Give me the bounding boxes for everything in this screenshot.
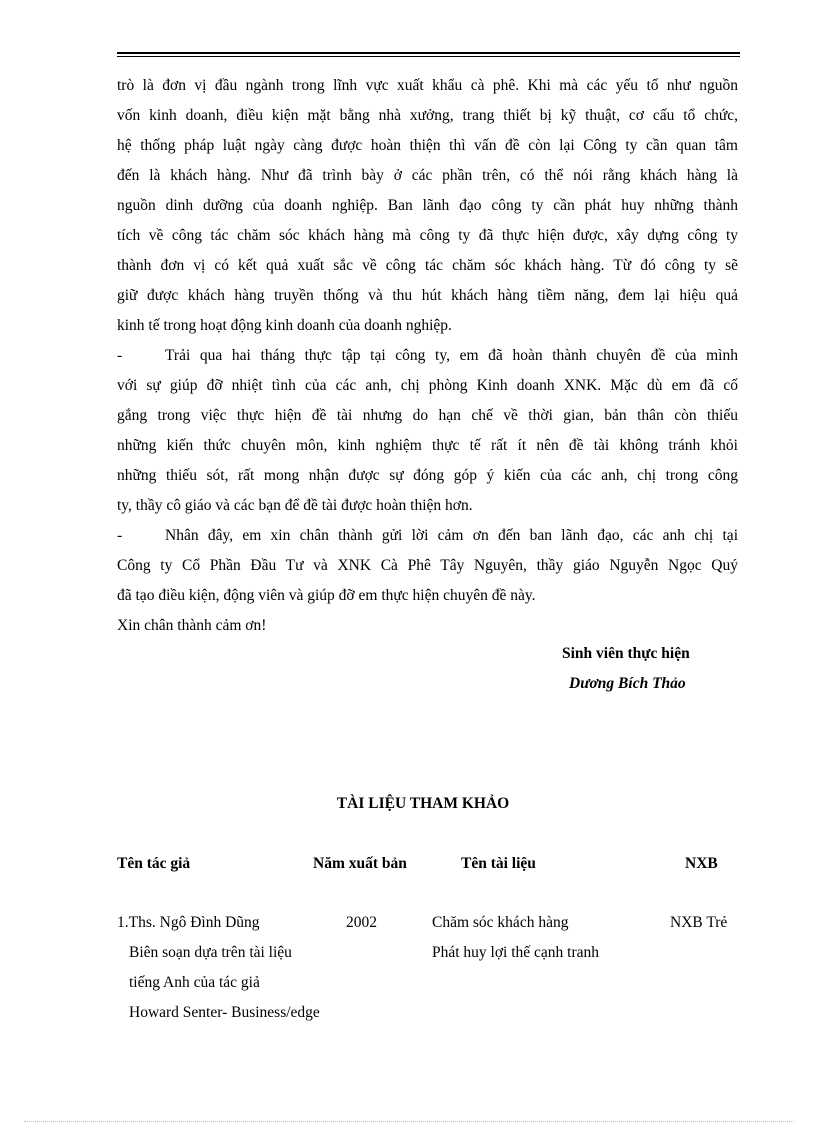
header-doc: Tên tài liệu [461, 855, 536, 872]
signature-role: Sinh viên thực hiện [562, 645, 690, 662]
body-line: Nhân đây, em xin chân thành gửi lời cảm ơn đến ban lãnh đạo, các anh chị tại [165, 527, 738, 544]
header-author: Tên tác giả [117, 855, 191, 872]
bullet-dash: - [117, 527, 123, 544]
body-line: đã tạo điều kiện, động viên và giúp đỡ em thực hiện chuyên đề này. [117, 587, 536, 604]
body-line: những kiến thức chuyên môn, kinh nghiệm thực tế rất ít nên đề tài không tránh khỏi [117, 437, 738, 454]
references-title: TÀI LIỆU THAM KHẢO [336, 795, 510, 812]
body-line: tích về công tác chăm sóc khách hàng mà công ty đã thực hiện được, xây dựng công ty [117, 227, 738, 244]
header-year: Năm xuất bản [313, 855, 407, 872]
ref-author-line: 1.Ths. Ngô Đình Dũng [117, 914, 260, 931]
body-line: gắng trong việc thực hiện đề tài nhưng do hạn chế về thời gian, bản thân còn thiếu [117, 407, 738, 424]
ref-author-line: Howard Senter- Business/edge [129, 1004, 320, 1021]
body-line: giữ được khách hàng truyền thống và thu hút khách hàng tiềm năng, đem lại hiệu quả [117, 287, 738, 304]
page-bottom-rule [24, 1121, 794, 1122]
ref-publisher: NXB Trẻ [670, 914, 728, 931]
ref-doc-line: Chăm sóc khách hàng [432, 914, 569, 931]
body-line: đến là khách hàng. Như đã trình bày ở các phần trên, có thể nói rằng khách hàng là [117, 167, 738, 184]
ref-doc-line: Phát huy lợi thế cạnh tranh [432, 944, 600, 961]
thanks-line: Xin chân thành cảm ơn! [117, 617, 267, 634]
body-line: vốn kinh doanh, điều kiện mặt bằng nhà xưởng, trang thiết bị kỹ thuật, cơ cấu tổ chức, [117, 107, 738, 124]
body-line: Trải qua hai tháng thực tập tại công ty, em đã hoàn thành chuyên đề của mình [165, 347, 738, 364]
body-line: nguồn dinh dưỡng của doanh nghiệp. Ban lãnh đạo công ty cần phát huy những thành [117, 197, 738, 214]
ref-author-line: tiếng Anh của tác giả [129, 974, 260, 991]
body-line: những thiếu sót, rất mong nhận được sự đóng góp ý kiến của các anh, chị trong công [117, 467, 738, 484]
body-line: thành đơn vị có kết quả xuất sắc về công tác chăm sóc khách hàng. Từ đó công ty sẽ [117, 257, 738, 274]
body-line: hệ thống pháp luật ngày càng được hoàn thiện thì vấn đề còn lại Công ty cần quan tâm [117, 137, 738, 154]
body-line: trò là đơn vị đầu ngành trong lĩnh vực xuất khẩu cà phê. Khi mà các yếu tố như nguồn [117, 77, 738, 94]
header-publisher: NXB [685, 855, 718, 872]
header-rule-thick [117, 52, 740, 54]
ref-author-line: Biên soạn dựa trên tài liệu [129, 944, 292, 961]
body-line: kinh tế trong hoạt động kinh doanh của doanh nghiệp. [117, 317, 452, 334]
body-line: ty, thầy cô giáo và các bạn để đề tài được hoàn thiện hơn. [117, 497, 473, 514]
body-line: với sự giúp đỡ nhiệt tình của các anh, chị phòng Kinh doanh XNK. Mặc dù em đã cố [117, 377, 738, 394]
body-line: Công ty Cổ Phần Đầu Tư và XNK Cà Phê Tây Nguyên, thầy giáo Nguyễn Ngọc Quý [117, 557, 738, 574]
bullet-dash: - [117, 347, 123, 364]
signature-name: Dương Bích Thảo [569, 675, 686, 692]
header-rule-thin [117, 56, 740, 57]
ref-year: 2002 [346, 914, 377, 931]
